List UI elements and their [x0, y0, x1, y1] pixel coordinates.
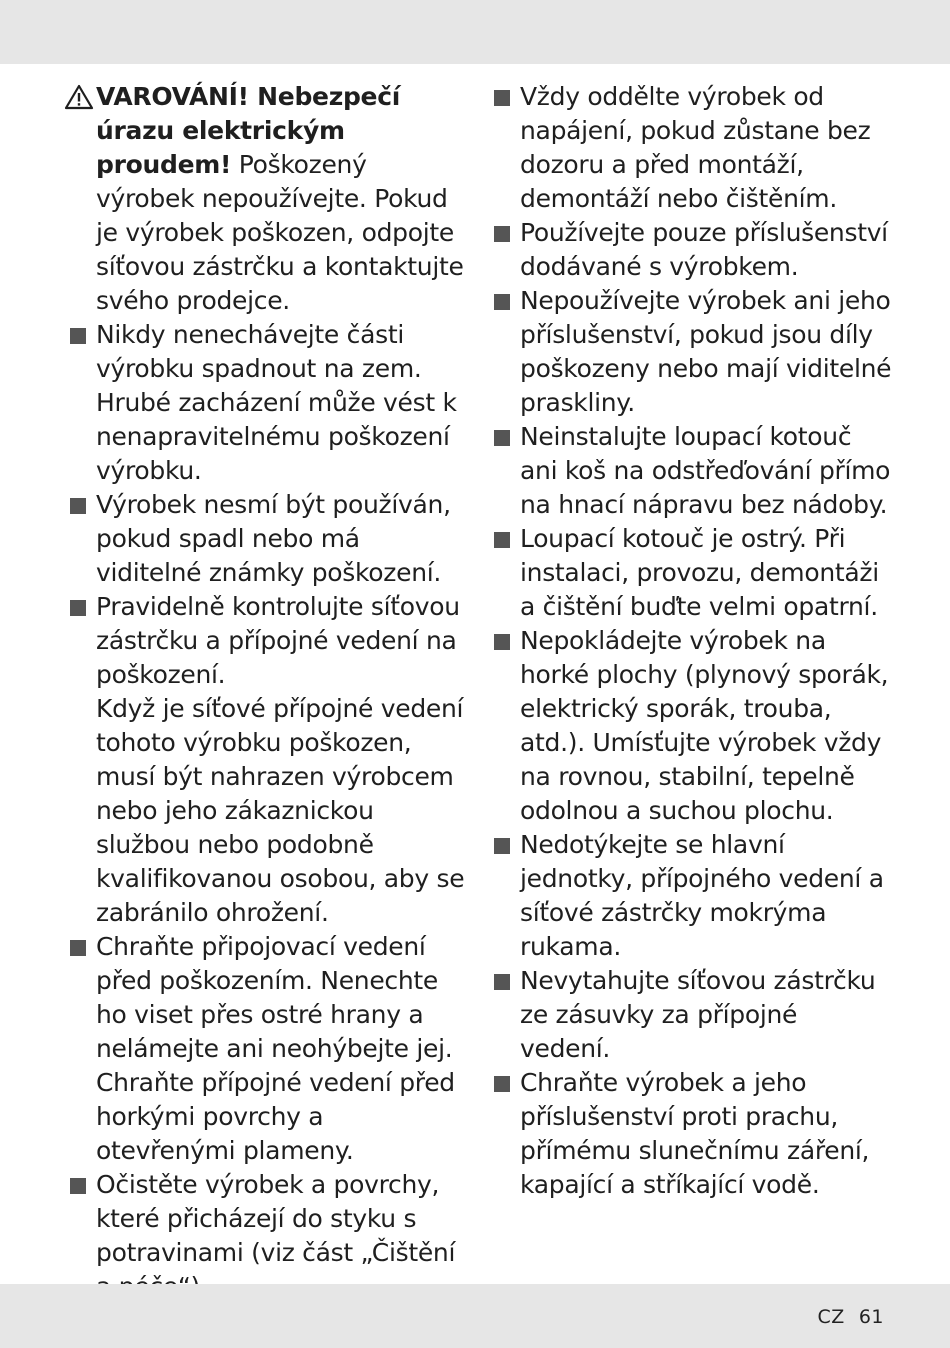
square-bullet-icon: [494, 532, 510, 548]
square-bullet-icon: [70, 498, 86, 514]
square-bullet-icon: [70, 328, 86, 344]
square-bullet-icon: [494, 294, 510, 310]
list-item-text: Pravidelně kontrolujte síťovou zástrčku a přípojné vedení na poškození.: [96, 592, 460, 689]
right-column: [520, 80, 892, 1202]
list-item: [96, 590, 468, 930]
list-item: [96, 488, 468, 590]
square-bullet-icon: [70, 1178, 86, 1194]
list-item-text: Nepokládejte výrobek na horké plochy (plynový sporák, elektrický sporák, trouba, atd.). Umísťujte výrobek vždy na rovnou, stabilní, tepelně odolnou a suchou plochu.: [520, 626, 889, 825]
square-bullet-icon: [494, 974, 510, 990]
square-bullet-icon: [494, 1076, 510, 1092]
list-item: [520, 522, 892, 624]
list-item: [520, 216, 892, 284]
list-item-text: Chraňte připojovací vedení před poškozením. Nenechte ho viset přes ostré hrany a nelámejte ani neohýbejte jej. Chraňte přípojné vedení před horkými povrchy a otevřenými plameny.: [96, 932, 455, 1165]
page-footer: [818, 1306, 884, 1328]
square-bullet-icon: [494, 226, 510, 242]
list-item: [96, 318, 468, 488]
warning-title: VAROVÁNÍ! Nebezpečí úrazu elektrickým proudem!: [96, 82, 400, 179]
footer-band: [0, 1284, 950, 1348]
list-item-text: Nikdy nenechávejte části výrobku spadnout na zem. Hrubé zacházení může vést k nenapravitelnému poškození výrobku.: [96, 320, 457, 485]
list-item: [520, 964, 892, 1066]
list-item-text: Nepoužívejte výrobek ani jeho příslušenství, pokud jsou díly poškozeny nebo mají viditelné praskliny.: [520, 286, 892, 417]
square-bullet-icon: [494, 838, 510, 854]
list-item: [520, 80, 892, 216]
square-bullet-icon: [70, 600, 86, 616]
list-item-text: Chraňte výrobek a jeho příslušenství proti prachu, přímému slunečnímu záření, kapající a stříkající vodě.: [520, 1068, 870, 1199]
list-item-text: Používejte pouze příslušenství dodávané s výrobkem.: [520, 218, 888, 281]
list-item: [96, 930, 468, 1168]
list-item-text: Očistěte výrobek a povrchy, které přicházejí do styku s potravinami (viz část „Čištění: [96, 1170, 456, 1267]
list-item-text: Nedotýkejte se hlavní jednotky, přípojného vedení a síťové zástrčky mokrýma rukama.: [520, 830, 884, 961]
list-item-text: Loupací kotouč je ostrý. Při instalaci, provozu, demontáži a čištění buďte velmi opatrní.: [520, 524, 879, 621]
square-bullet-icon: [494, 634, 510, 650]
header-band: [0, 0, 950, 64]
list-item: [520, 284, 892, 420]
warning-block: [96, 80, 468, 318]
list-item-text: Vždy oddělte výrobek od napájení, pokud zůstane bez dozoru a před montáží, demontáží nebo čištěním.: [520, 82, 871, 213]
left-column: [96, 80, 468, 1304]
list-item: [520, 828, 892, 964]
square-bullet-icon: [494, 90, 510, 106]
list-item-text: Výrobek nesmí být používán, pokud spadl nebo má viditelné známky poškození.: [96, 490, 451, 587]
page-number: 61: [858, 1306, 884, 1328]
list-item: [520, 1066, 892, 1202]
square-bullet-icon: [494, 430, 510, 446]
list-item-text: Neinstalujte loupací kotouč ani koš na odstřeďování přímo na hnací nápravu bez nádoby.: [520, 422, 891, 519]
square-bullet-icon: [70, 940, 86, 956]
list-item: [520, 420, 892, 522]
list-item: [520, 624, 892, 828]
list-item-text: Nevytahujte síťovou zástrčku ze zásuvky za přípojné vedení.: [520, 966, 876, 1063]
language-code: CZ: [817, 1306, 845, 1328]
warning-triangle-icon: [64, 84, 94, 110]
warning-text: Poškozený výrobek nepoužívejte. Pokud je výrobek poškozen, odpojte síťovou zástrčku a kontaktujte svého prodejce.: [96, 150, 464, 315]
list-item-extra-text: Když je síťové přípojné vedení tohoto výrobku poškozen, musí být nahrazen výrobcem nebo jeho zákaznickou službou nebo podobně kvalifikovanou osobou, aby se zabránilo ohrožení.: [96, 694, 465, 927]
